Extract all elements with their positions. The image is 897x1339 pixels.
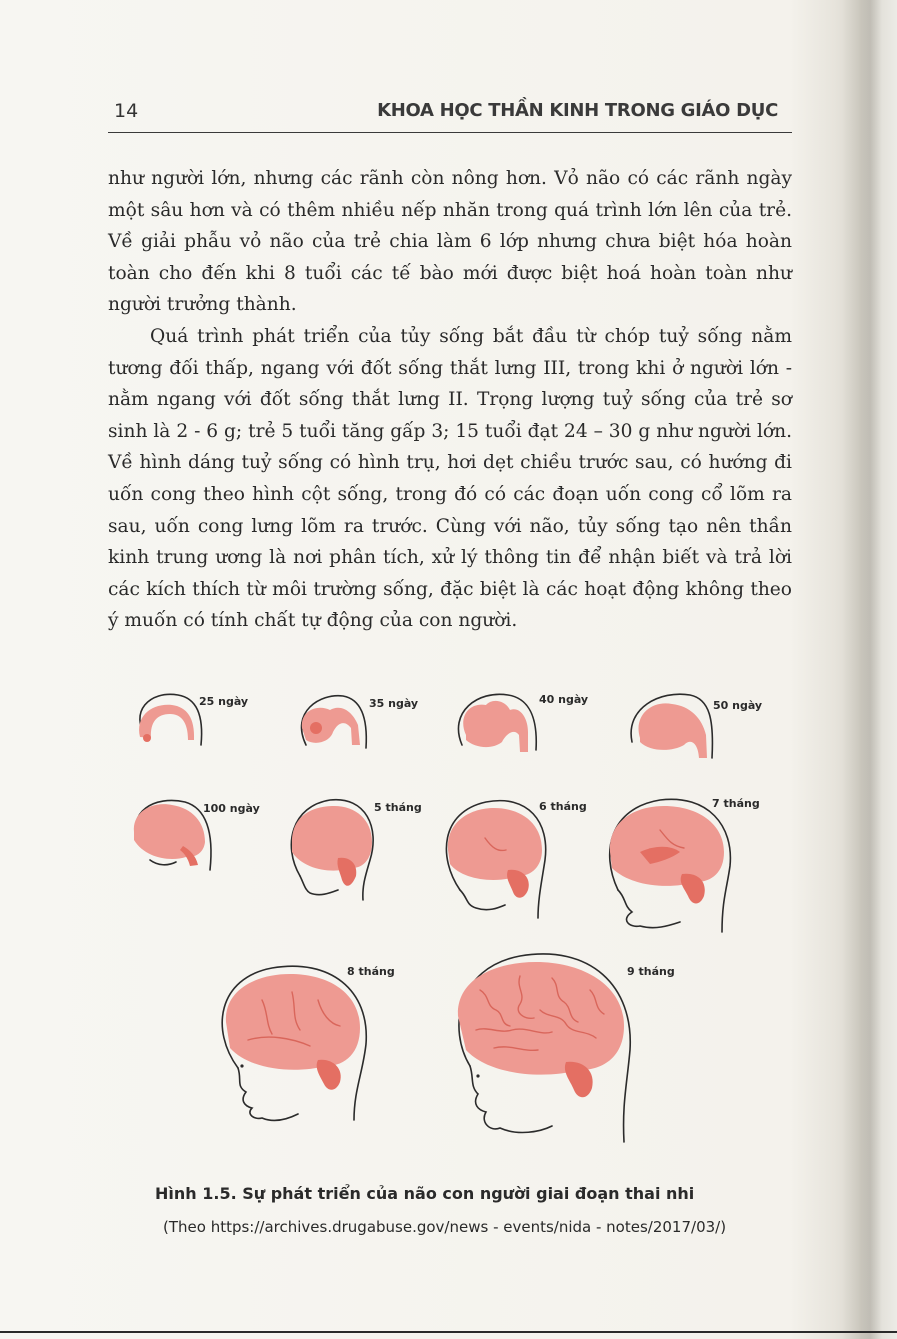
stage-label-5-months: 5 tháng bbox=[374, 801, 422, 814]
stage-35-days bbox=[301, 696, 418, 748]
stage-100-days bbox=[134, 800, 260, 870]
stage-40-days bbox=[458, 693, 588, 752]
stage-label-7-months: 7 tháng bbox=[712, 797, 760, 810]
stage-7-months bbox=[610, 797, 760, 932]
running-title: KHOA HỌC THẦN KINH TRONG GIÁO DỤC bbox=[377, 100, 778, 121]
stage-label-35-days: 35 ngày bbox=[369, 697, 419, 710]
stage-9-months bbox=[458, 954, 675, 1142]
page-bottom-edge bbox=[0, 1331, 897, 1333]
stage-label-25-days: 25 ngày bbox=[199, 695, 249, 708]
stage-label-8-months: 8 tháng bbox=[347, 965, 395, 978]
stage-label-100-days: 100 ngày bbox=[203, 802, 260, 815]
paragraph-1: như người lớn, nhưng các rãnh còn nông hơn. Vỏ não có các rãnh ngày một sâu hơn và có thêm nhiều nếp nhăn trong quá trình lớn lên của trẻ. Về giải phẫu vỏ não của trẻ chia làm 6 lớp nhưng chưa biệt hóa hoàn toàn cho đến khi 8 tuổi các tế bào mới được biệt hoá hoàn toàn như người trưởng thành. bbox=[108, 168, 792, 316]
stage-label-9-months: 9 tháng bbox=[627, 965, 675, 978]
stage-label-40-days: 40 ngày bbox=[539, 693, 589, 706]
stage-50-days bbox=[631, 694, 762, 758]
stage-6-months bbox=[446, 800, 586, 918]
stage-5-months bbox=[291, 800, 421, 900]
stage-label-50-days: 50 ngày bbox=[713, 699, 763, 712]
figure-caption-source: (Theo https://archives.drugabuse.gov/news - events/nida - notes/2017/03/) bbox=[163, 1218, 727, 1236]
stage-25-days bbox=[139, 694, 248, 745]
paragraph-2: Quá trình phát triển của tủy sống bắt đầu từ chóp tuỷ sống nằm tương đối thấp, ngang với đốt sống thắt lưng III, trong khi ở người lớn - nằm ngang với đốt sống thắt lưng II. Trọng lượng tuỷ sống của trẻ sơ sinh là 2 - 6 g; trẻ 5 tuổi tăng gấp 3; 15 tuổi đạt 24 – 30 g như người lớn. Về hình dáng tuỷ sống có hình trụ, hơi dẹt chiều trước sau, có hướng đi uốn cong theo hình cột sống, trong đó có các đoạn uốn cong cổ lõm ra sau, uốn cong lưng lõm ra trước. Cùng với não, tủy sống tạo nên thần kinh trung ương là nơi phân tích, xử lý thông tin để nhận biết và trả lời các kích thích từ môi trường sống, đặc biệt là các hoạt động không theo ý muốn có tính chất tự động của con người. bbox=[108, 325, 792, 632]
figure-caption-title: Hình 1.5. Sự phát triển của não con người giai đoạn thai nhi bbox=[155, 1184, 695, 1203]
page-number: 14 bbox=[114, 100, 139, 122]
stage-label-6-months: 6 tháng bbox=[539, 800, 587, 813]
stage-8-months bbox=[222, 965, 394, 1121]
